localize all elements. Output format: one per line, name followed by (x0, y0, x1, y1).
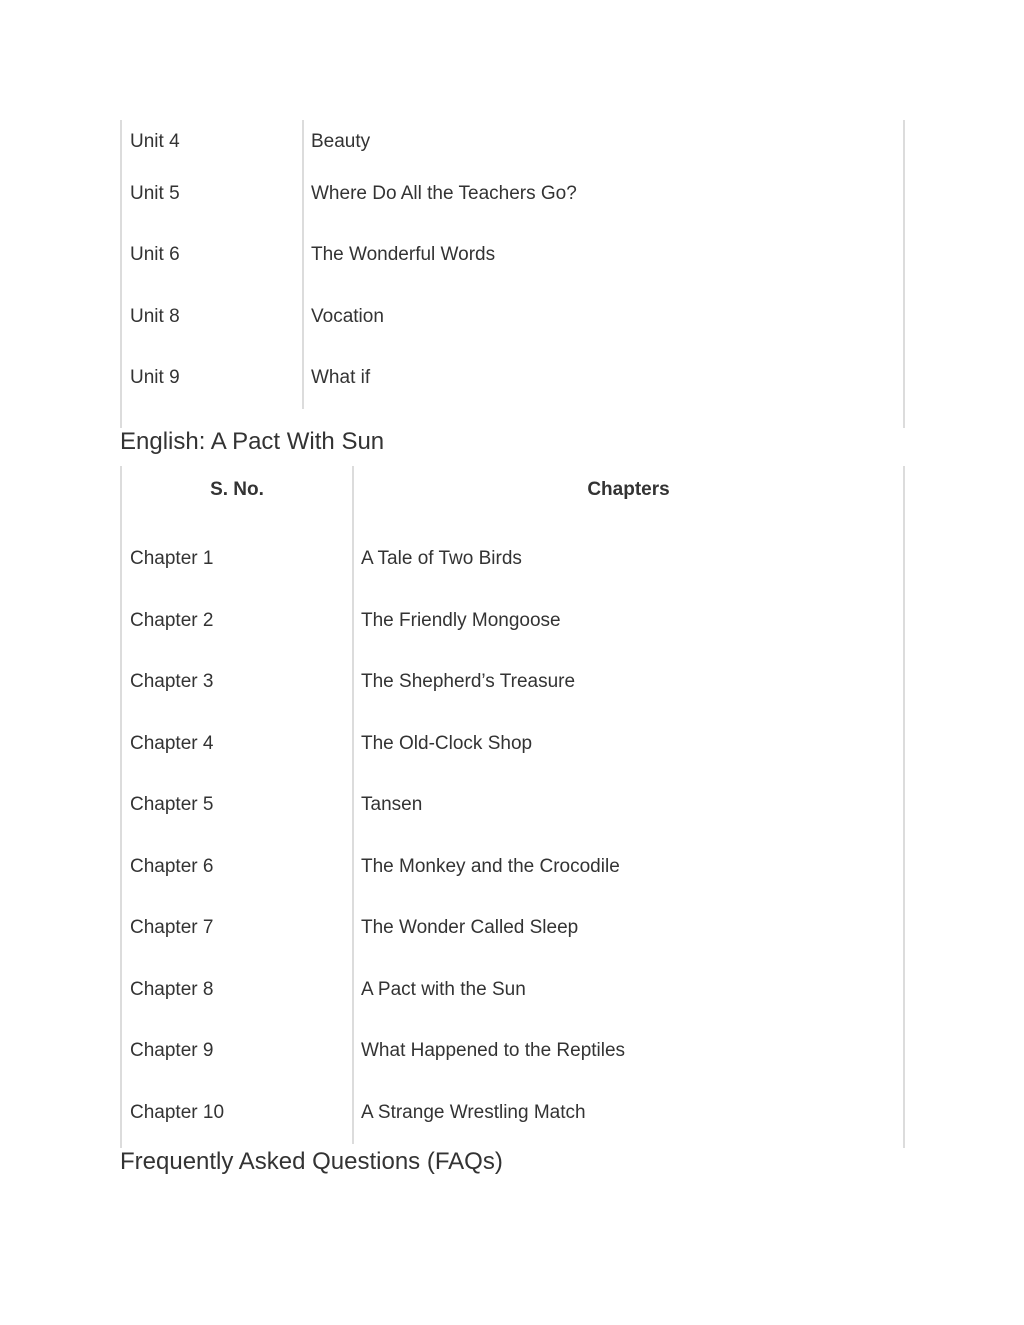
unit-title-cell: The Wonderful Words (311, 244, 496, 266)
table-row (122, 225, 903, 287)
table-row (122, 836, 903, 898)
chapter-number-cell: Chapter 1 (122, 514, 354, 590)
table-row (122, 163, 903, 225)
table-row (122, 590, 903, 652)
table-row (122, 1082, 903, 1144)
chapter-number-cell: Chapter 5 (122, 775, 354, 837)
faq-heading: Frequently Asked Questions (FAQs) (120, 1148, 503, 1175)
table-row (122, 959, 903, 1021)
units-table (120, 120, 905, 428)
chapter-number-cell: Chapter 10 (122, 1082, 354, 1144)
table-row (122, 775, 903, 837)
unit-cell: Unit 8 (122, 286, 304, 348)
chapter-number-cell: Chapter 9 (122, 1021, 354, 1083)
table-row (122, 1021, 903, 1083)
unit-title-cell: What if (311, 367, 371, 389)
table-row (122, 514, 903, 590)
table-row (122, 120, 903, 163)
chapter-title-cell: A Strange Wrestling Match (361, 1101, 586, 1123)
unit-cell: Unit 4 (122, 120, 304, 163)
unit-title-cell: Vocation (311, 305, 384, 327)
unit-title-cell: Where Do All the Teachers Go? (311, 182, 577, 204)
chapter-title-cell: The Shepherd’s Treasure (361, 671, 576, 693)
chapter-title-cell: The Monkey and the Crocodile (361, 855, 620, 877)
chapters-header: Chapters (587, 479, 670, 500)
table-row (122, 652, 903, 714)
chapter-title-cell: What Happened to the Reptiles (361, 1040, 626, 1062)
chapter-number-cell: Chapter 7 (122, 898, 354, 960)
chapter-title-cell: The Wonder Called Sleep (361, 917, 579, 939)
chapter-title-cell: Tansen (361, 794, 423, 816)
chapter-number-cell: Chapter 8 (122, 959, 354, 1021)
chapter-number-cell: Chapter 3 (122, 652, 354, 714)
table-row (122, 713, 903, 775)
chapter-title-cell: The Friendly Mongoose (361, 609, 561, 631)
unit-cell: Unit 6 (122, 225, 304, 287)
table-row (122, 286, 903, 348)
unit-cell: Unit 9 (122, 348, 304, 410)
sno-header: S. No. (122, 466, 354, 514)
chapter-number-cell: Chapter 4 (122, 713, 354, 775)
chapter-number-cell: Chapter 6 (122, 836, 354, 898)
chapter-title-cell: A Tale of Two Birds (361, 548, 522, 569)
table-row (122, 898, 903, 960)
section-heading: English: A Pact With Sun (120, 428, 385, 455)
chapter-number-cell: Chapter 2 (122, 590, 354, 652)
unit-title-cell: Beauty (311, 130, 371, 152)
table-row (122, 348, 903, 410)
chapters-table (120, 466, 905, 1148)
chapter-title-cell: A Pact with the Sun (361, 978, 526, 1000)
unit-cell: Unit 5 (122, 163, 304, 225)
chapter-title-cell: The Old-Clock Shop (361, 732, 533, 754)
